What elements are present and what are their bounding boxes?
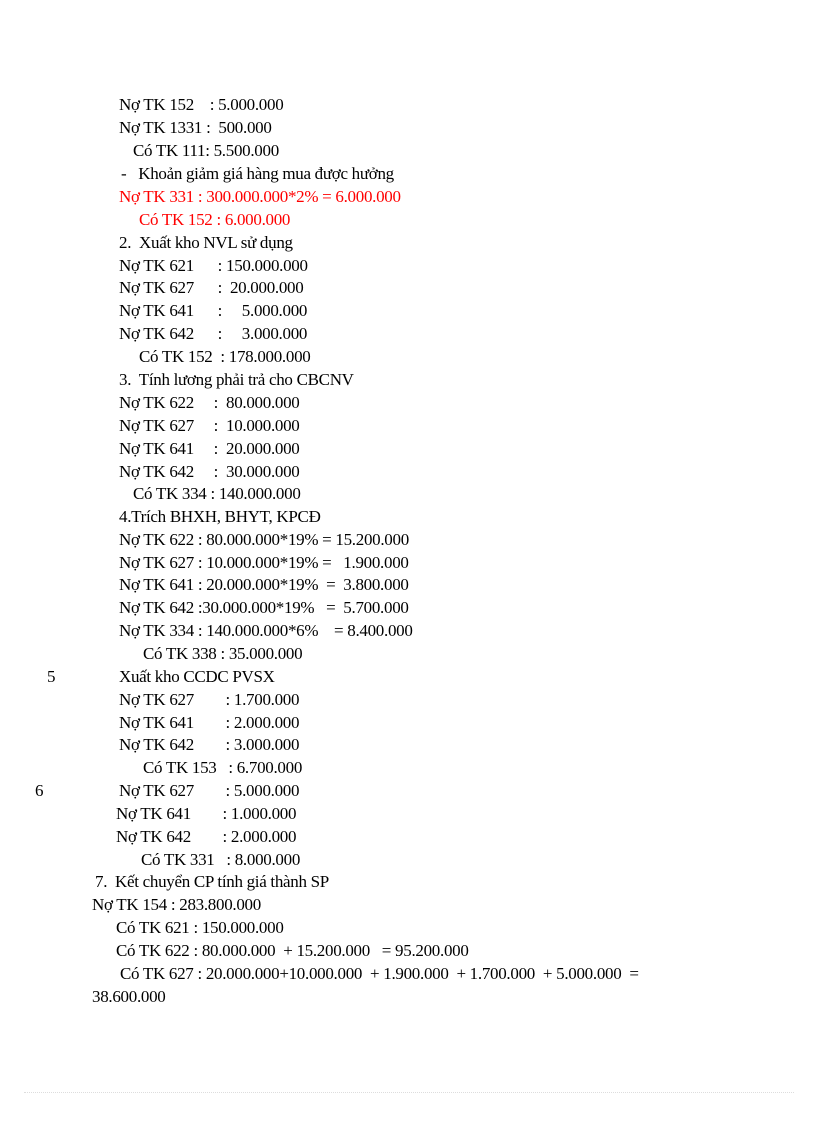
entry-line: Nợ TK 642 : 2.000.000 (116, 827, 297, 846)
entry-line-highlighted: Có TK 152 : 6.000.000 (139, 210, 291, 229)
entry-line: Có TK 627 : 20.000.000+10.000.000 + 1.900.000 + 1.700.000 + 5.000.000 = (120, 964, 639, 983)
entry-line: Nợ TK 642 : 30.000.000 (119, 462, 300, 481)
entry-line: Có TK 622 : 80.000.000 + 15.200.000 = 95.200.000 (116, 941, 469, 960)
margin-number: 5 (47, 667, 56, 686)
entry-line: Nợ TK 641 : 20.000.000*19% = 3.800.000 (119, 575, 409, 594)
entry-line: Có TK 334 : 140.000.000 (133, 484, 301, 503)
section-heading: 3. Tính lương phải trả cho CBCNV (119, 370, 354, 389)
entry-line: Nợ TK 1331 : 500.000 (119, 118, 272, 137)
entry-line: Có TK 621 : 150.000.000 (116, 918, 284, 937)
entry-line: Nợ TK 622 : 80.000.000*19% = 15.200.000 (119, 530, 409, 549)
page-bottom-divider (24, 1092, 794, 1093)
entry-line: Nợ TK 627 : 5.000.000 (119, 781, 300, 800)
section-heading: 2. Xuất kho NVL sử dụng (119, 233, 293, 252)
entry-line: 38.600.000 (92, 987, 166, 1006)
entry-line: Nợ TK 627 : 1.700.000 (119, 690, 300, 709)
section-heading: 4.Trích BHXH, BHYT, KPCĐ (119, 507, 321, 526)
entry-line: Nợ TK 641 : 2.000.000 (119, 713, 300, 732)
entry-line: Có TK 338 : 35.000.000 (143, 644, 303, 663)
entry-line: Nợ TK 627 : 10.000.000*19% = 1.900.000 (119, 553, 409, 572)
entry-line: Nợ TK 642 : 3.000.000 (119, 324, 308, 343)
entry-line: Có TK 152 : 178.000.000 (139, 347, 311, 366)
entry-line: Nợ TK 641 : 20.000.000 (119, 439, 300, 458)
entry-line: Nợ TK 641 : 1.000.000 (116, 804, 297, 823)
entry-line-highlighted: Nợ TK 331 : 300.000.000*2% = 6.000.000 (119, 187, 401, 206)
entry-line: Nợ TK 621 : 150.000.000 (119, 256, 308, 275)
entry-line: Có TK 153 : 6.700.000 (143, 758, 303, 777)
entry-line: Nợ TK 152 : 5.000.000 (119, 95, 284, 114)
section-heading: 7. Kết chuyển CP tính giá thành SP (95, 872, 329, 891)
entry-line: Nợ TK 154 : 283.800.000 (92, 895, 261, 914)
entry-line: Nợ TK 642 :30.000.000*19% = 5.700.000 (119, 598, 409, 617)
entry-line: Có TK 111: 5.500.000 (133, 141, 279, 160)
entry-line: Có TK 331 : 8.000.000 (141, 850, 301, 869)
margin-number: 6 (35, 781, 44, 800)
section-heading: - Khoản giảm giá hàng mua được hưởng (121, 164, 394, 183)
entry-line: Nợ TK 622 : 80.000.000 (119, 393, 300, 412)
entry-line: Nợ TK 334 : 140.000.000*6% = 8.400.000 (119, 621, 413, 640)
entry-line: Nợ TK 627 : 10.000.000 (119, 416, 300, 435)
entry-line: Nợ TK 641 : 5.000.000 (119, 301, 308, 320)
entry-line: Nợ TK 627 : 20.000.000 (119, 278, 304, 297)
section-heading: Xuất kho CCDC PVSX (119, 667, 275, 686)
entry-line: Nợ TK 642 : 3.000.000 (119, 735, 300, 754)
